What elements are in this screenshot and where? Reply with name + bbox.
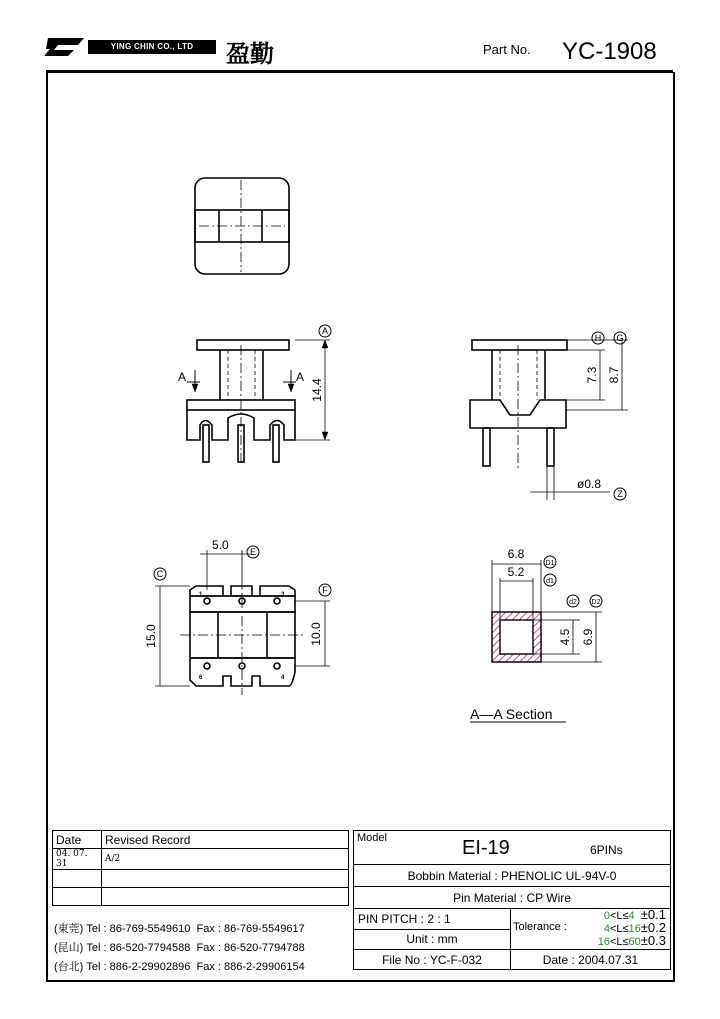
tolerance-row: 16<L≤60±0.3 xyxy=(597,933,666,948)
revision-date xyxy=(53,870,102,888)
model-value: EI-19 xyxy=(462,837,510,859)
company-name-cn: 盈勤 xyxy=(226,39,274,68)
pin-count: 6PINs xyxy=(590,843,623,857)
spec-table xyxy=(353,830,671,970)
tolerance-row: 0<L≤4 ±0.1 xyxy=(603,907,666,922)
dim-15-0: 15.0 xyxy=(144,624,158,648)
dim-7-3: 7.3 xyxy=(585,366,599,384)
pin-label-4: 4 xyxy=(281,675,285,681)
label-circle-e: E xyxy=(249,547,257,557)
label-circle-g: G xyxy=(616,333,624,343)
bottom-view xyxy=(155,550,330,695)
dim-4-5: 4.5 xyxy=(558,628,572,646)
contact-dongguan: (東莞) Tel : 86-769-5549610 Fax : 86-769-5549617 xyxy=(54,923,305,935)
dim-8-7: 8.7 xyxy=(607,366,621,384)
pin-label-3: 3 xyxy=(281,592,285,598)
revision-date-header: Date xyxy=(53,831,102,849)
part-no: YC-1908 xyxy=(562,38,657,65)
label-circle-c: C xyxy=(156,569,164,579)
unit: Unit : mm xyxy=(354,929,511,950)
spec-date: Date : 2004.07.31 xyxy=(511,950,671,970)
label-circle-d1-upper: D1 xyxy=(545,560,555,567)
pin-label-6: 6 xyxy=(199,675,203,681)
revision-date xyxy=(53,888,102,906)
file-no: File No : YC-F-032 xyxy=(354,950,511,970)
dim-10-0: 10.0 xyxy=(309,622,323,646)
revision-table xyxy=(52,830,349,906)
tolerance-row: 4<L≤16±0.2 xyxy=(603,920,666,935)
pin-material: Pin Material : CP Wire xyxy=(354,887,671,909)
table-row xyxy=(53,888,349,906)
contact-kunshan: (昆山) Tel : 86-520-7794588 Fax : 86-520-7794788 xyxy=(54,942,305,954)
label-circle-d1-lower: d1 xyxy=(546,578,554,585)
revision-record xyxy=(102,888,349,906)
model-cell xyxy=(354,831,671,865)
section-title: A—A Section xyxy=(470,706,553,722)
bobbin-material: Bobbin Material : PHENOLIC UL-94V-0 xyxy=(354,865,671,887)
company-name-bar: YING CHIN CO., LTD xyxy=(88,40,216,54)
revision-record xyxy=(102,870,349,888)
revision-record: A/2 xyxy=(102,849,349,870)
front-view xyxy=(187,340,330,465)
model-label: Model xyxy=(357,832,387,844)
tolerance-cell: Tolerance : 0<L≤4 ±0.1 4<L≤16±0.2 16<L≤60±0.3 xyxy=(511,909,671,950)
contact-taipei: (台北) Tel : 886-2-29902896 Fax : 886-2-29906154 xyxy=(54,961,305,973)
dim-6-8: 6.8 xyxy=(507,547,525,561)
top-view xyxy=(195,178,289,274)
label-circle-h: H xyxy=(594,333,602,343)
part-no-label: Part No. xyxy=(483,42,531,57)
pin-pitch: PIN PITCH : 2 : 1 xyxy=(354,909,511,930)
revision-record-header: Revised Record xyxy=(102,831,349,849)
table-row xyxy=(53,849,349,870)
table-row xyxy=(53,870,349,888)
section-mark-right: A xyxy=(296,370,305,384)
pin-label-1: 1 xyxy=(199,592,203,598)
dim-6-9: 6.9 xyxy=(581,628,595,646)
label-circle-z: Z xyxy=(617,489,623,499)
dim-14-4: 14.4 xyxy=(310,378,324,402)
dim-5-2: 5.2 xyxy=(507,565,525,579)
side-view xyxy=(470,340,628,500)
label-circle-f: F xyxy=(322,585,328,595)
label-circle-a: A xyxy=(321,326,329,336)
dim-5-0: 5.0 xyxy=(212,538,229,552)
label-circle-d2-upper: D2 xyxy=(591,599,601,606)
label-circle-d2-lower: d2 xyxy=(569,599,577,606)
dim-pin-diameter: ø0.8 xyxy=(577,477,602,491)
section-mark-left: A xyxy=(178,370,187,384)
revision-date: 04. 07. 31 xyxy=(53,849,102,870)
